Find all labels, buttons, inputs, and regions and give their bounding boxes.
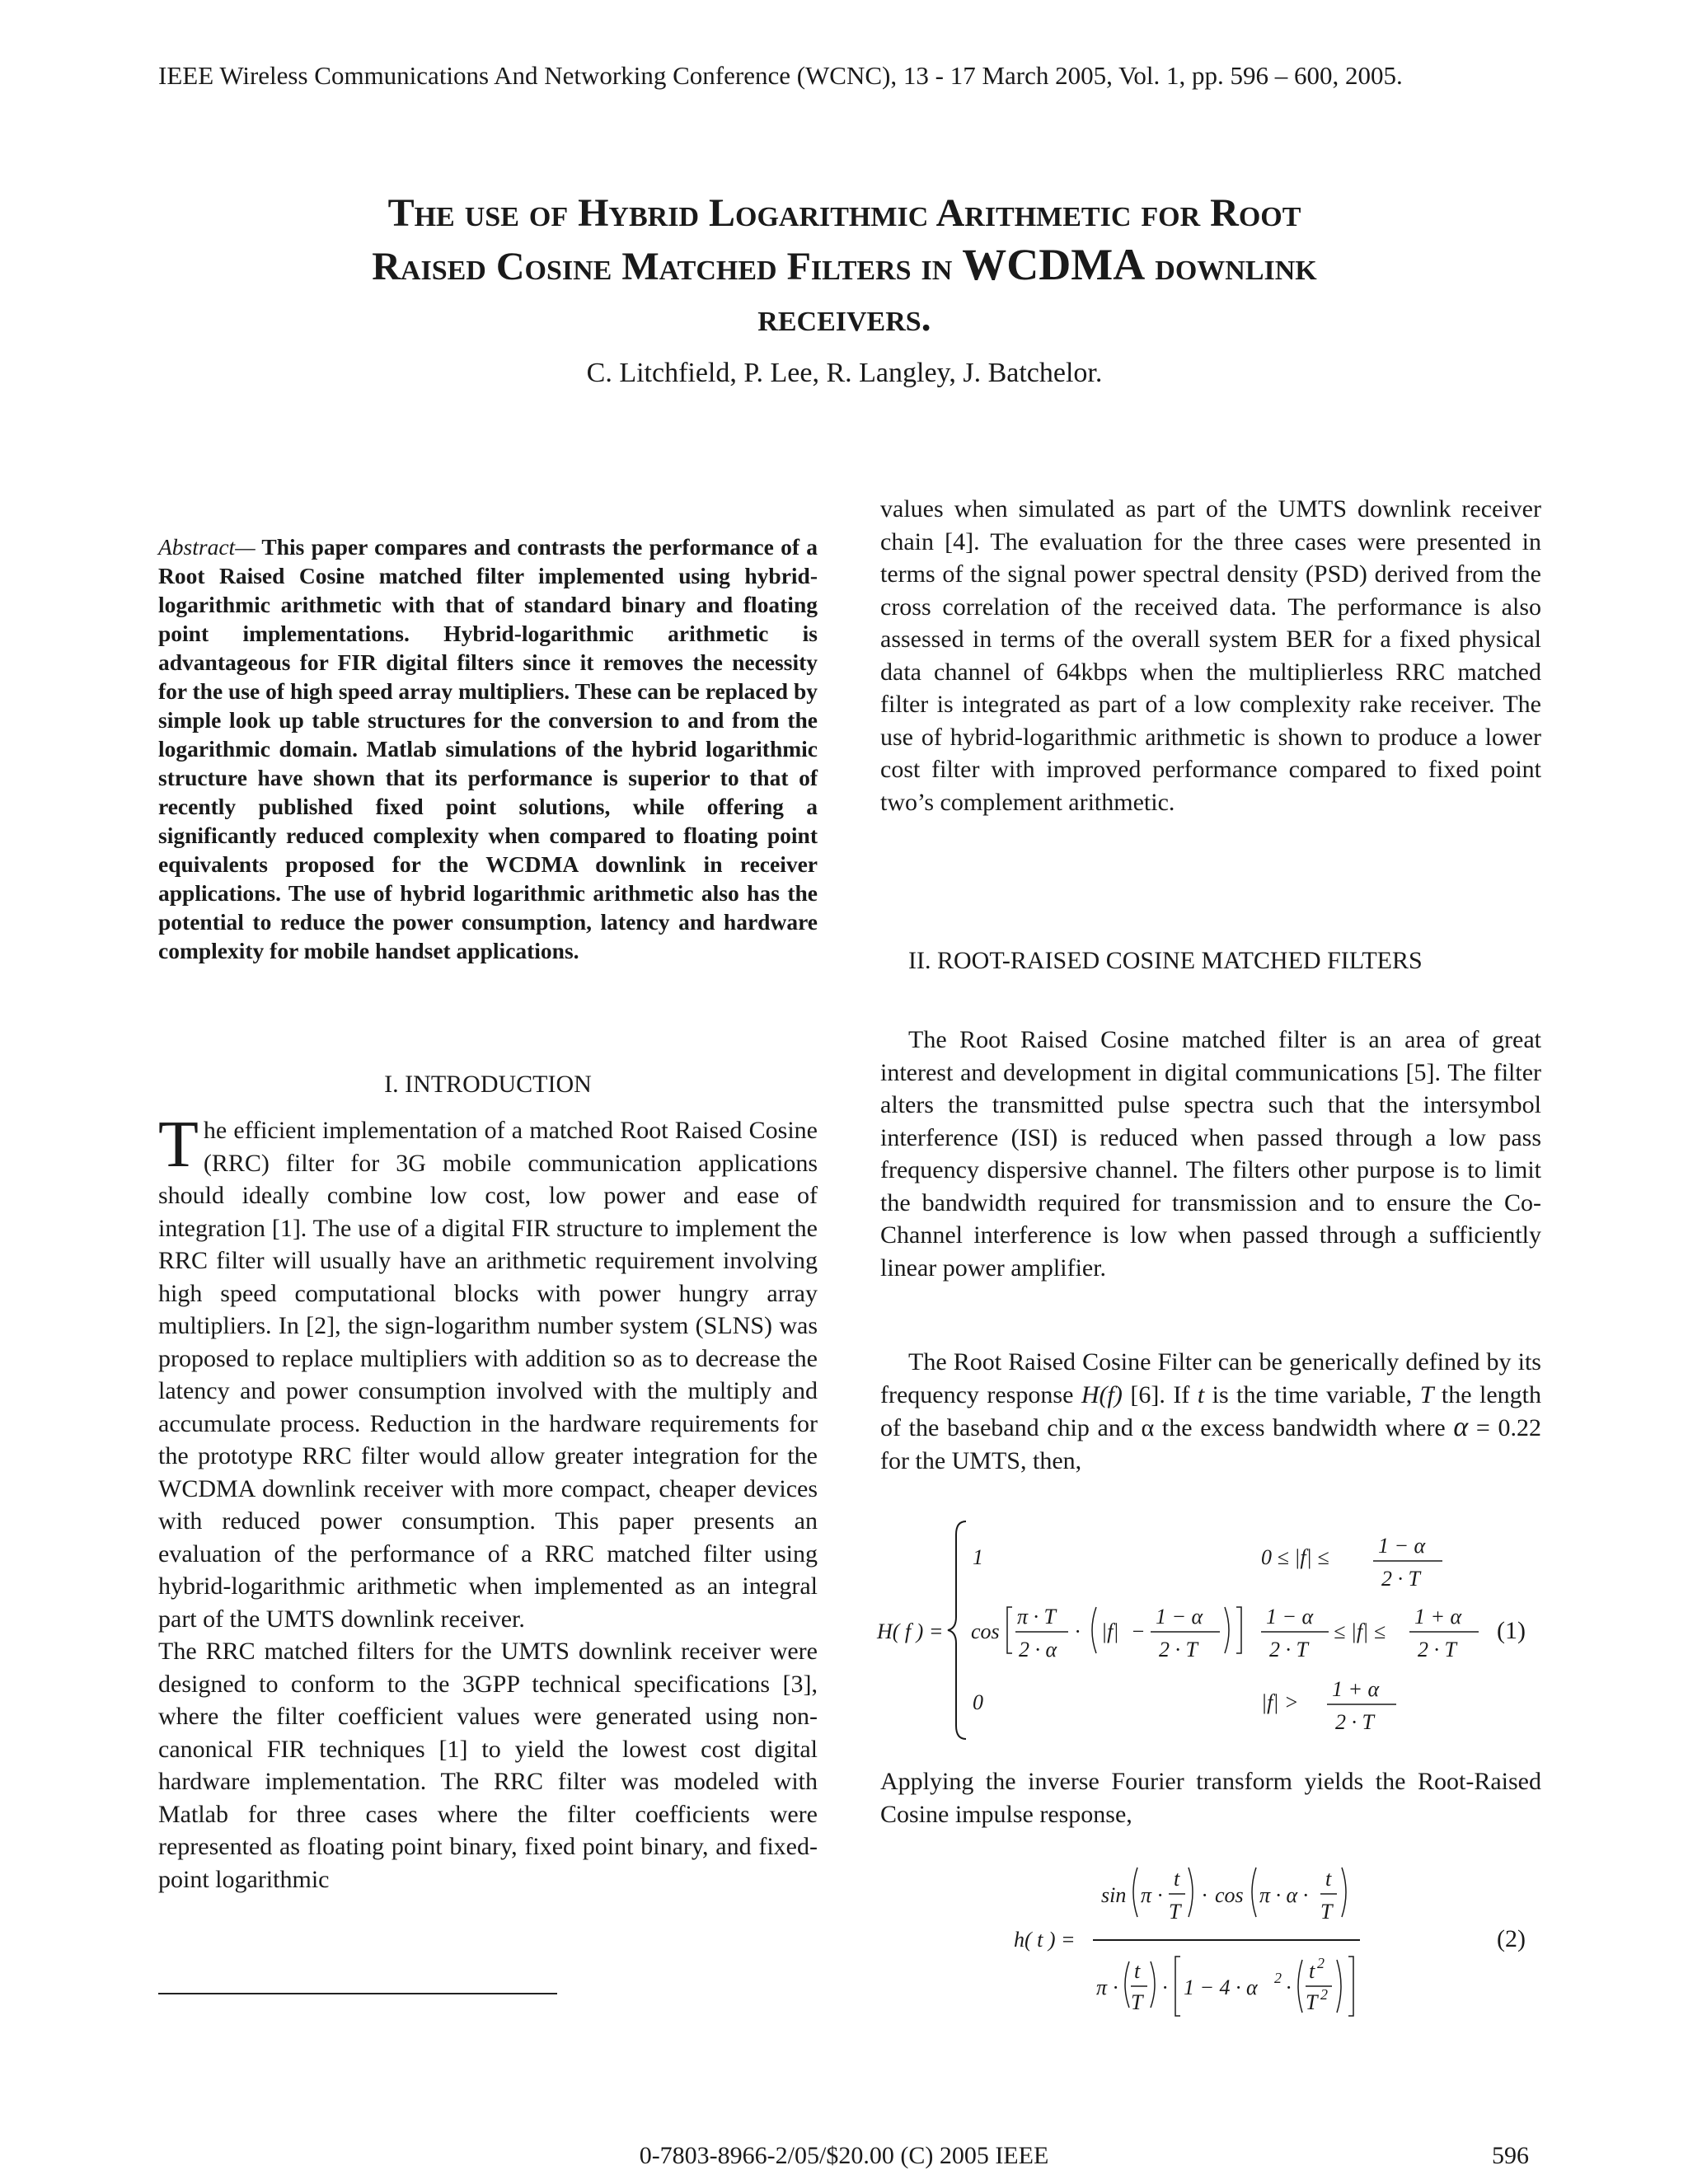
svg-text:π: π [1096,1975,1108,1999]
equation-1 [874,1515,1550,1746]
svg-text:|f|: |f| [1101,1619,1119,1643]
svg-text:1 + α: 1 + α [1332,1677,1380,1701]
title-line-2: Raised Cosine Matched Filters in WCDMA downlink [372,240,1317,289]
eq1-case1-frac-num: 1 − α [1378,1534,1426,1558]
eq1-case1-value: 1 [973,1545,983,1569]
footnote-rule [158,1993,557,1994]
title-line-3: receivers. [757,296,931,340]
svg-text:sin: sin [1101,1883,1127,1907]
svg-text:·: · [1202,1883,1207,1907]
section-2-paragraph-3: Applying the inverse Fourier transform yields the Root-Raised Cosine impulse response, [880,1768,1541,1828]
eq1-pit-num: π · T [1017,1605,1056,1629]
svg-text:π · α ·: π · α · [1259,1883,1309,1907]
svg-text:2: 2 [1317,1955,1325,1971]
svg-text:T: T [1320,1900,1333,1924]
page-number: 596 [1492,2142,1529,2169]
svg-text:T: T [1306,1990,1318,2014]
eq2-lhs: h( t ) = [1014,1928,1076,1952]
eq1-case3-value: 0 [973,1690,983,1714]
svg-text:·: · [1286,1975,1292,1999]
eq1-case3-cond: |f| > [1261,1690,1299,1714]
svg-text:2 · T: 2 · T [1335,1710,1374,1734]
svg-text:t: t [1134,1959,1141,1983]
svg-text:t: t [1174,1867,1180,1891]
eq1-case2-cos: cos [971,1619,1000,1643]
eq1-number: (1) [1497,1617,1526,1644]
section-1-body [158,1108,818,1896]
svg-text:·: · [1075,1619,1081,1643]
paper-title [158,188,1531,344]
eq2-number: (2) [1497,1925,1526,1952]
svg-text:t: t [1309,1959,1315,1983]
abstract [158,532,818,965]
author-list: C. Litchfield, P. Lee, R. Langley, J. Batchelor. [586,358,1103,388]
abstract-lead: Abstract— [158,534,256,560]
svg-text:t: t [1325,1867,1332,1891]
svg-text:1 − 4 · α: 1 − 4 · α [1184,1975,1258,1999]
eq1-case2-cond: ≤ |f| ≤ [1334,1619,1386,1643]
intro-paragraph-2: The RRC matched filters for the UMTS downlink receiver were designed to conform to the 3GPP technical specifications [3], where the filter coefficient values were generated using non-canonical FIR techniques [1] to yield the lowest cost digital hardware implementation. The RRC filter was modeled with Matlab for three cases where the filter coefficients were represented as floating point binary, fixed point binary, and fixed-point logarithmic [158,1638,818,1893]
title-line-1: The use of Hybrid Logarithmic Arithmetic for Root [387,191,1301,235]
svg-text:·: · [1162,1975,1168,1999]
header-citation: IEEE Wireless Communications And Networking Conference (WCNC), 13 - 17 March 2005, Vol. 1, pp. 596 – 600, 2005. [158,61,1403,90]
svg-text:1 + α: 1 + α [1414,1605,1462,1629]
eq1-brace [948,1521,966,1739]
intro-continuation: values when simulated as part of the UMTS downlink receiver chain [4]. The evaluation for the three cases were presented in terms of the signal power spectral density (PSD) derived from the cross correlation of the received data. The performance is also assessed in terms of the overall system BER for a fixed physical data channel of 64kbps when the multiplierless RRC matched filter is integrated as part of a low complexity rake receiver. The use of hybrid-logarithmic arithmetic is shown to produce a lower cost filter with improved performance compared to fixed point two’s complement arithmetic. [880,495,1541,816]
svg-text:cos: cos [1215,1883,1244,1907]
eq1-case1-cond: 0 ≤ |f| ≤ [1261,1545,1329,1569]
svg-text:·: · [1157,1883,1163,1907]
svg-text:1 − α: 1 − α [1266,1605,1314,1629]
eq1-case1-frac-den: 2 · T [1381,1567,1420,1591]
section-2-heading: II. ROOT-RAISED COSINE MATCHED FILTERS [908,947,1423,974]
svg-text:T: T [1169,1900,1181,1924]
svg-text:1 − α: 1 − α [1156,1605,1203,1629]
svg-text:2 · T: 2 · T [1269,1638,1308,1661]
footer-doi: 0-7803-8966-2/05/$20.00 (C) 2005 IEEE [639,2142,1049,2169]
svg-text:π: π [1141,1883,1152,1907]
svg-text:2 · T: 2 · T [1418,1638,1456,1661]
abstract-body: This paper compares and contrasts the performance of a Root Raised Cosine matched filter implemented using hybrid-logarithmic arithmetic with that of standard binary and floating point implementations. Hybrid-logarithmic arithmetic is advantageous for FIR digital filters since it removes the necessity for the use of high speed array multipliers. These can be replaced by simple look up table structures for the conversion to and from the logarithmic domain. Matlab simulations of the hybrid logarithmic structure have shown that its performance is superior to that of recently published fixed point solutions, while offering a significantly reduced complexity when compared to floating point equivalents proposed for the WCDMA downlink in receiver applications. The use of hybrid logarithmic arithmetic also has the potential to reduce the power consumption, latency and hardware complexity for mobile handset applications. [158,534,818,963]
svg-text:2: 2 [1274,1970,1282,1986]
eq1-pit-den: 2 · α [1019,1638,1057,1661]
svg-text:2 · T: 2 · T [1159,1638,1198,1661]
section-1-heading: I. INTRODUCTION [384,1071,592,1098]
svg-text:−: − [1131,1619,1146,1643]
eq1-lhs: H( f ) = [877,1619,944,1643]
svg-text:T: T [1131,1990,1143,2014]
svg-text:2: 2 [1320,1986,1328,2003]
equation-2 [1014,1840,1558,2029]
svg-text:·: · [1113,1975,1118,1999]
section-2-paragraph-2: The Root Raised Cosine Filter can be generically defined by its frequency response H(f) [6]. If t is the time variable, T the length of the baseband chip and α the excess bandwidth where α = 0.22 for the UMTS, then, [880,1348,1542,1474]
intro-paragraph-1: The efficient implementation of a matched Root Raised Cosine (RRC) filter for 3G mobile communication applications should ideally combine low cost, low power and ease of integration [1]. The use of a digital FIR structure to implement the RRC filter will usually have an arithmetic requirement involving high speed computational blocks with power hungry array multipliers. In [2], the sign-logarithm number system (SLNS) was proposed to replace multipliers with addition so as to decrease the latency and power consumption involved with the multiply and accumulate process. Reduction in the hardware requirements for the prototype RRC filter would allow greater integration for the WCDMA downlink receiver with more compact, cheaper devices with reduced power consumption. This paper presents an evaluation of the performance of a RRC matched filter using hybrid-logarithmic arithmetic when implemented as an integral part of the UMTS downlink receiver. [158,1108,818,1633]
section-2-paragraph-1: The Root Raised Cosine matched filter is an area of great interest and development in digital communications [5]. The filter alters the transmitted pulse spectra such that the intersymbol interference (ISI) is reduced when passed through a low pass frequency dispersive channel. The filters other purpose is to limit the bandwidth required for transmission and to ensure the Co-Channel interference is low when passed through a sufficiently linear power amplifier. [880,1026,1541,1282]
drop-cap: T [158,1108,199,1181]
